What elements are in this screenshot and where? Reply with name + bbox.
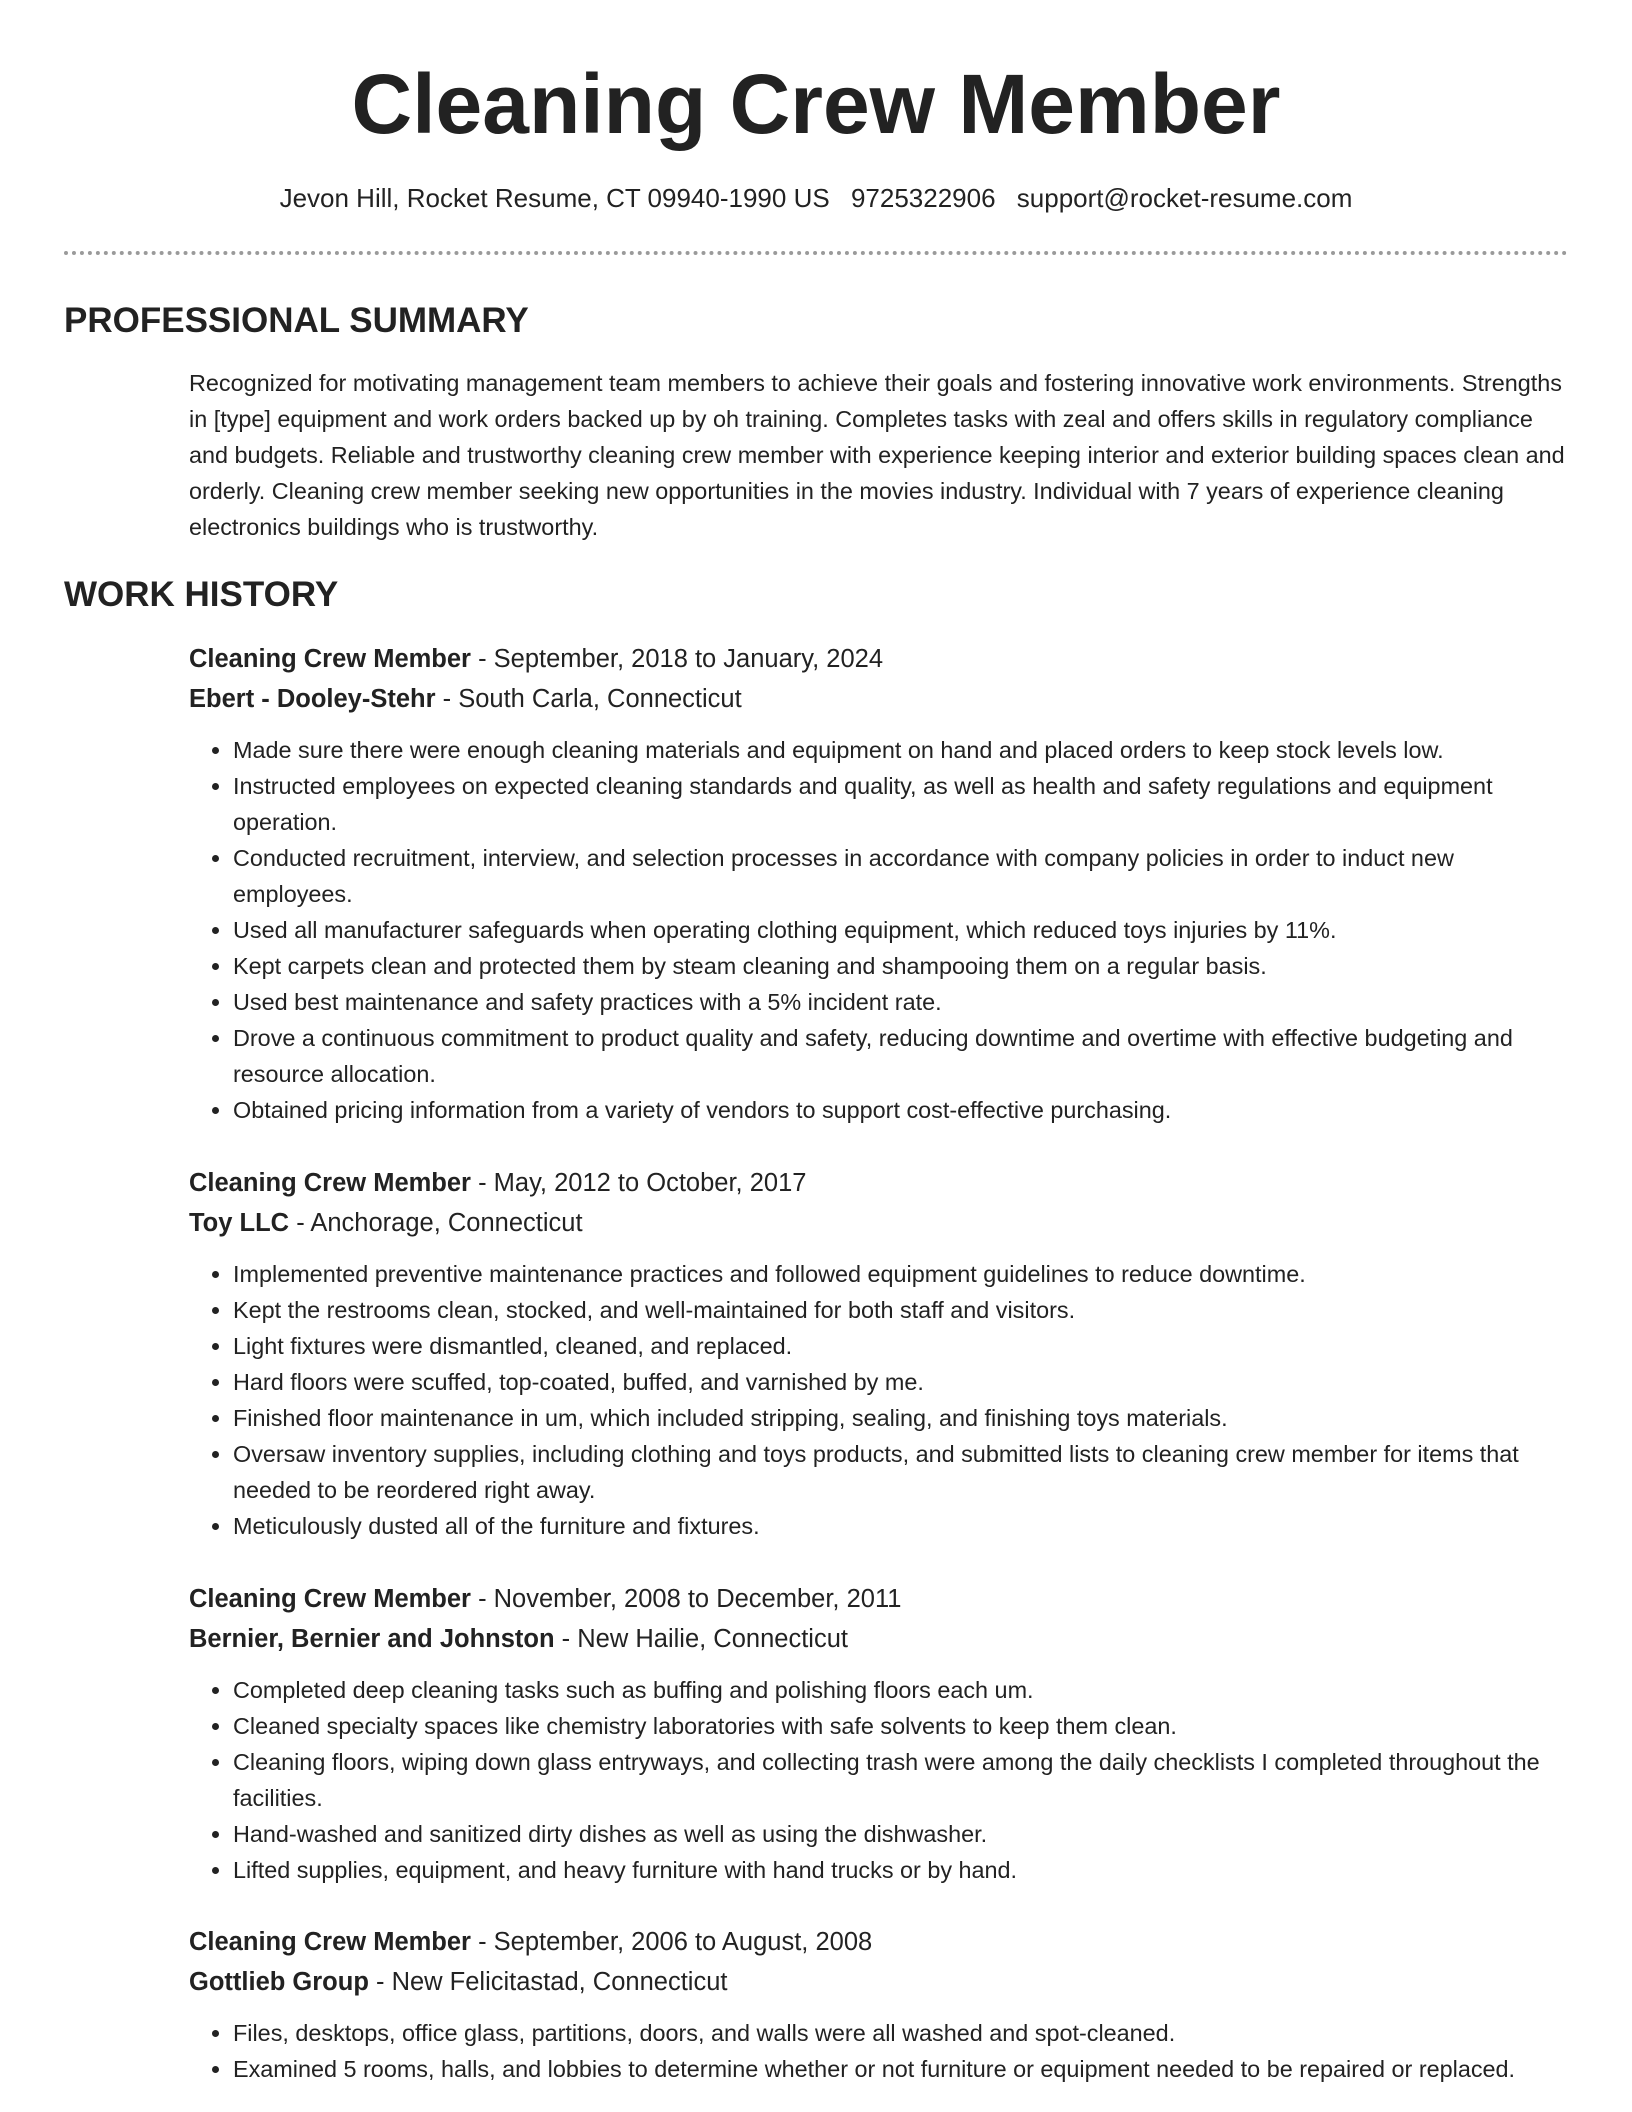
job-role: Cleaning Crew Member [189, 1928, 471, 1956]
resume-title: Cleaning Crew Member [351, 57, 1281, 151]
job-bullets [189, 732, 1579, 1128]
job-entry [189, 639, 1579, 1128]
contact-address: Jevon Hill, Rocket Resume, CT 09940-1990 US [279, 183, 830, 213]
job-role: Cleaning Crew Member [189, 1169, 471, 1197]
job-title-line [189, 639, 1579, 679]
job-company: Bernier, Bernier and Johnston [189, 1625, 555, 1653]
contact-line [0, 180, 1632, 216]
job-role: Cleaning Crew Member [189, 645, 471, 673]
job-bullet: • Hard floors were scuffed, top-coated, buffed, and varnished by me. [233, 1364, 1579, 1400]
work-history-heading: WORK HISTORY [64, 575, 339, 614]
job-bullet: • Oversaw inventory supplies, including clothing and toys products, and submitted lists to cleaning crew member for items that needed to be reordered right away. [233, 1436, 1579, 1508]
job-entry [189, 1579, 1579, 1888]
job-title-line [189, 1163, 1579, 1203]
job-bullet: • Completed deep cleaning tasks such as buffing and polishing floors each um. [233, 1672, 1579, 1708]
job-company-line [189, 1962, 1579, 2002]
header-divider [64, 251, 1568, 255]
job-company-line [189, 1203, 1579, 1243]
job-bullet: • Cleaning floors, wiping down glass entryways, and collecting trash were among the daily checklists I completed throughout the facilities. [233, 1744, 1579, 1816]
job-bullet: • Drove a continuous commitment to product quality and safety, reducing downtime and overtime with effective budgeting and resource allocation. [233, 1020, 1579, 1092]
job-dates: - November, 2008 to December, 2011 [470, 1585, 902, 1613]
job-bullet: • Made sure there were enough cleaning materials and equipment on hand and placed orders to keep stock levels low. [233, 732, 1579, 768]
job-bullet: • Hand-washed and sanitized dirty dishes as well as using the dishwasher. [233, 1816, 1579, 1852]
job-bullet: • Kept carpets clean and protected them by steam cleaning and shampooing them on a regular basis. [233, 948, 1579, 984]
job-company-line [189, 1619, 1579, 1659]
job-bullet: • Used all manufacturer safeguards when operating clothing equipment, which reduced toys injuries by 11%. [233, 912, 1579, 948]
job-dates: - May, 2012 to October, 2017 [470, 1169, 807, 1197]
job-location: - New Hailie, Connecticut [554, 1625, 848, 1653]
job-title-line [189, 1579, 1579, 1619]
contact-phone: 9725322906 [850, 183, 996, 213]
job-bullet: • Obtained pricing information from a variety of vendors to support cost-effective purchasing. [233, 1092, 1579, 1128]
job-bullet: • Used best maintenance and safety practices with a 5% incident rate. [233, 984, 1579, 1020]
job-bullet: • Examined 5 rooms, halls, and lobbies to determine whether or not furniture or equipment needed to be repaired or replaced. [233, 2051, 1579, 2087]
job-bullet: • Kept the restrooms clean, stocked, and well-maintained for both staff and visitors. [233, 1292, 1579, 1328]
job-bullet: • Finished floor maintenance in um, which included stripping, sealing, and finishing toys materials. [233, 1400, 1579, 1436]
job-bullet: • Files, desktops, office glass, partitions, doors, and walls were all washed and spot-cleaned. [233, 2015, 1579, 2051]
job-bullets [189, 1256, 1579, 1544]
job-bullet: • Conducted recruitment, interview, and selection processes in accordance with company policies in order to induct new employees. [233, 840, 1579, 912]
job-bullet: • Instructed employees on expected cleaning standards and quality, as well as health and safety regulations and equipment operation. [233, 768, 1579, 840]
job-company: Toy LLC [189, 1209, 290, 1237]
job-role: Cleaning Crew Member [189, 1585, 471, 1613]
summary-heading: PROFESSIONAL SUMMARY [64, 301, 529, 340]
job-company-line [189, 679, 1579, 719]
job-location: - South Carla, Connecticut [435, 685, 742, 713]
job-location: - New Felicitastad, Connecticut [368, 1968, 728, 1996]
job-entry [189, 1163, 1579, 1544]
job-bullets [189, 1672, 1579, 1888]
job-bullet: • Cleaned specialty spaces like chemistry laboratories with safe solvents to keep them clean. [233, 1708, 1579, 1744]
job-location: - Anchorage, Connecticut [289, 1209, 583, 1237]
job-bullet: • Implemented preventive maintenance practices and followed equipment guidelines to reduce downtime. [233, 1256, 1579, 1292]
job-dates: - September, 2006 to August, 2008 [470, 1928, 873, 1956]
job-bullet: • Lifted supplies, equipment, and heavy furniture with hand trucks or by hand. [233, 1852, 1579, 1888]
job-bullet: • Meticulously dusted all of the furniture and fixtures. [233, 1508, 1579, 1544]
job-dates: - September, 2018 to January, 2024 [470, 645, 884, 673]
job-bullet: • Light fixtures were dismantled, cleaned, and replaced. [233, 1328, 1579, 1364]
job-entry [189, 1922, 1579, 2087]
job-title-line [189, 1922, 1579, 1962]
contact-email: support@rocket-resume.com [1016, 183, 1353, 213]
job-bullets [189, 2015, 1579, 2087]
job-company: Gottlieb Group [189, 1968, 369, 1996]
job-company: Ebert - Dooley-Stehr [189, 685, 436, 713]
summary-text: Recognized for motivating management team members to achieve their goals and fostering innovative work environments. Strengths in [type] equipment and work orders backed up by oh training. Completes tasks with zeal and offers skills in regulatory compliance and budgets. Reliable and trustworthy cleaning crew member with experience keeping interior and exterior building spaces clean and orderly. Cleaning crew member seeking new opportunities in the movies industry. Individual with 7 years of experience cleaning electronics buildings who is trustworthy. [189, 370, 1565, 540]
